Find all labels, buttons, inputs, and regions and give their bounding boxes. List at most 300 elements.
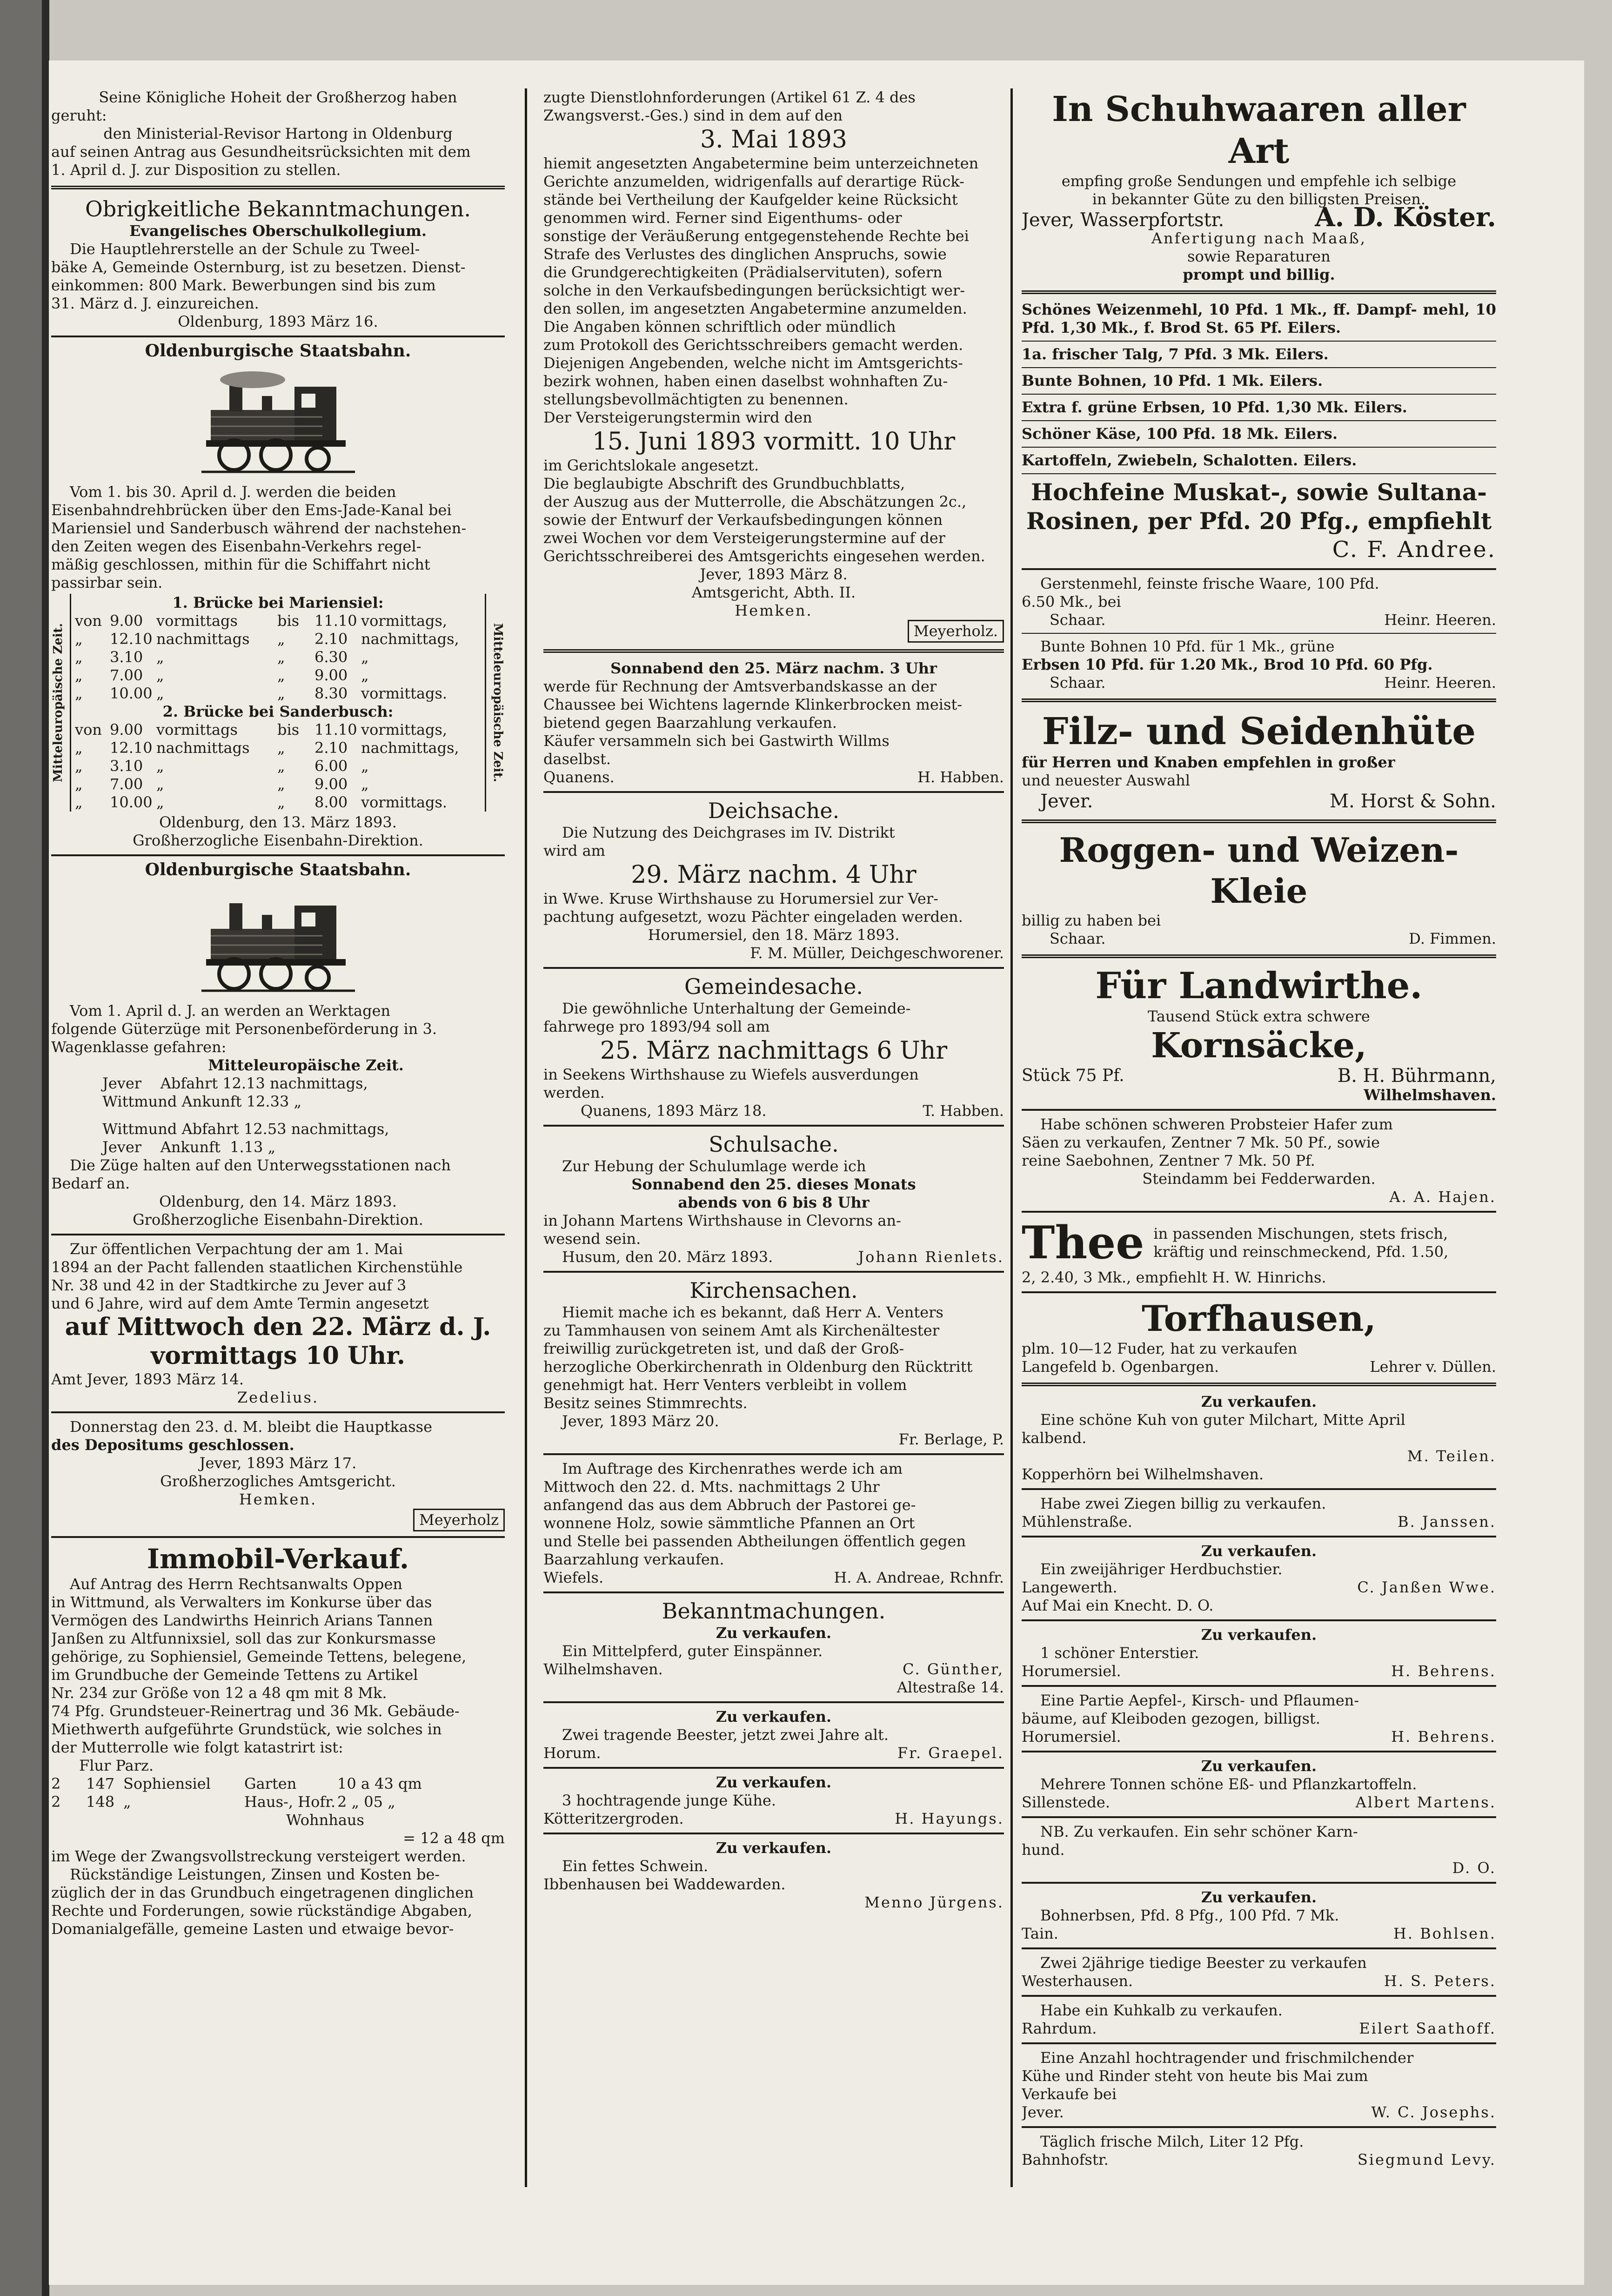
text-line: Miethwerth aufgeführte Grundstück, wie solches in (51, 1720, 442, 1738)
schedule-cell: 9.00 (314, 775, 348, 793)
schedule-cell: „ (156, 793, 164, 811)
table-total: = 12 a 48 qm (403, 1829, 505, 1847)
section-title: Kirchensachen. (689, 1278, 858, 1303)
text-block (543, 1303, 1004, 1412)
schedule-cell: 11.10 (314, 612, 357, 630)
divider (1022, 633, 1496, 634)
schedule-row (75, 612, 481, 630)
text-line: Hiemit mache ich es bekannt, daß Herr A. Venters (562, 1303, 943, 1321)
text-line: den Ministerial-Revisor Hartong in Oldenburg (103, 125, 453, 142)
text-line: werden. (543, 1084, 605, 1101)
schedule-cell: 2.10 (314, 739, 348, 757)
text-line: hiemit angesetzten Angabetermine beim unterzeichneten (543, 154, 979, 172)
schedule-table (70, 594, 486, 812)
eilers-ad: 1a. frischer Talg, 7 Pfd. 3 Mk. Eilers. (1022, 345, 1329, 363)
schedule-row (75, 666, 481, 685)
text-line: Eine Anzahl hochtragender und frischmilchender (1040, 2049, 1414, 2067)
side-label: Mitteleuropäische Zeit. (51, 623, 65, 782)
text-line: empfing große Sendungen und empfehle ich selbige (1061, 172, 1457, 190)
signature: W. C. Josephs. (1371, 2103, 1496, 2121)
section-title: Obrigkeitliche Bekanntmachungen. (85, 196, 471, 222)
divider (1022, 447, 1496, 448)
signature: B. H. Bührmann, (1337, 1065, 1496, 1087)
signature-row (1022, 790, 1496, 813)
schedule-row (75, 793, 481, 812)
text-line: Bohnerbsen, Pfd. 8 Pfg., 100 Pfd. 7 Mk. (1040, 1907, 1339, 1924)
meeting-time: abends von 6 bis 8 Uhr (678, 1194, 870, 1211)
classified-ad (1022, 1757, 1496, 1812)
schedule-cell: vormittags, (361, 612, 448, 630)
place: Kötteritzergroden. (543, 1810, 684, 1827)
schedule-cell: bis (277, 612, 300, 630)
text-line: der Mutterrolle wie folgt katastrirt ist: (51, 1739, 343, 1756)
text-line: in Wwe. Kruse Wirthshause zu Horumersiel zur Ver- (543, 890, 938, 907)
bridge-rows (75, 721, 481, 812)
divider (1022, 1882, 1496, 1884)
classified-ad (1022, 1954, 1496, 1990)
signature-row (1022, 2020, 1496, 2038)
signature-row (1022, 1513, 1496, 1531)
schedule-cell: „ (75, 630, 83, 648)
signature-row (1022, 1447, 1496, 1465)
text-line: Täglich frische Milch, Liter 12 Pfg. (1040, 2133, 1304, 2150)
place: Jever, Wasserpfortstr. (1022, 209, 1224, 231)
signature: H. Hayungs. (895, 1810, 1004, 1827)
schedule-cell: „ (156, 757, 164, 775)
text-line: Im Auftrage des Kirchenrathes werde ich am (562, 1460, 903, 1477)
text-line: Die Züge halten auf den Unterwegsstationen nach (70, 1156, 451, 1174)
text-line: Gerstenmehl, feinste frische Waare, 100 Pfd. (1040, 575, 1379, 592)
price: Stück 75 Pf. (1022, 1066, 1124, 1085)
classified-ad (1022, 1626, 1496, 1680)
text-line: genehmigt hat. Herr Venters verbleibt in vollem (543, 1376, 907, 1394)
schedule-cell: „ (156, 775, 164, 793)
schedule-cell: 6.00 (314, 757, 348, 775)
schedule-row (75, 721, 481, 739)
signature-row (1022, 1793, 1496, 1812)
text-line: auf seinen Antrag aus Gesundheitsrücksichten mit dem (51, 143, 471, 161)
schedule-cell: vormittags. (361, 793, 448, 811)
notice-signature: Amtsgericht, Abth. II. (691, 584, 856, 601)
place: Schaar. (1050, 674, 1106, 691)
place: Husum, den 20. März 1893. (562, 1248, 773, 1266)
schedule-cell: 8.00 (314, 793, 348, 811)
merchant-name: A. D. Köster. (1315, 202, 1496, 233)
divider (543, 1271, 1004, 1273)
schedule-cell: „ (361, 666, 369, 684)
text-line: im Grundbuche der Gemeinde Tettens zu Artikel (51, 1666, 418, 1684)
signature: Johann Rienlets. (858, 1248, 1004, 1266)
notice-date: Oldenburg, den 13. März 1893. (159, 813, 397, 831)
place: Jever. (1040, 791, 1093, 812)
schedule-row (75, 775, 481, 793)
ad-title: Für Landwirthe. (1095, 965, 1423, 1007)
divider (1022, 1109, 1496, 1111)
notice-signature: Großherzogliches Amtsgericht. (160, 1472, 396, 1490)
divider (1022, 2126, 1496, 2128)
classified-ad (543, 1708, 1004, 1762)
section-title: Deichsache. (708, 798, 840, 823)
notice-date: Jever, 1893 März 20. (562, 1412, 719, 1430)
text-line: wonnene Holz, sowie sämmtliche Pfannen an Ort (543, 1514, 915, 1532)
signature: T. Habben. (923, 1102, 1004, 1120)
notice-signature: Fr. Berlage, P. (898, 1430, 1004, 1448)
notice-signature: Hemken. (735, 602, 813, 619)
schedule-cell: 9.00 (314, 666, 348, 684)
column-1 (51, 88, 505, 2210)
table-cell: „ (123, 1793, 131, 1811)
text-line: in Seekens Wirthshause zu Wiefels ausverdungen (543, 1066, 919, 1083)
divider (543, 1701, 1004, 1703)
signature-row (1022, 1925, 1496, 1943)
schedule-cell: nachmittags (156, 630, 250, 648)
text-line: 1894 an der Pacht fallenden staatlichen Kirchenstühle (51, 1258, 463, 1276)
ad-signature-row (1022, 202, 1496, 233)
bridge-rows (75, 612, 481, 703)
notice-date: Oldenburg, den 14. März 1893. (159, 1193, 397, 1210)
place: Horum. (543, 1744, 601, 1762)
text-line: Wagenklasse gefahren: (51, 1038, 227, 1056)
table-cell: Sophiensiel (123, 1775, 211, 1792)
text-line: passirbar sein. (51, 574, 163, 591)
ad-headline: Rosinen, per Pfd. 20 Pfg., empfiehlt (1026, 507, 1492, 535)
text-line: bäume, auf Kleiboden gezogen, billigst. (1022, 1710, 1321, 1727)
bridge-title: 1. Brücke bei Mariensiel: (172, 594, 384, 611)
schedule-cell: „ (75, 775, 83, 793)
text-line: Nr. 234 zur Größe von 12 a 48 qm mit 8 Mk. (51, 1684, 387, 1702)
signature-row (543, 1744, 1004, 1762)
divider (51, 186, 505, 189)
divider (543, 791, 1004, 793)
divider (1022, 1211, 1496, 1213)
classified-ad (1022, 1823, 1496, 1877)
page-fold-shadow (42, 0, 49, 2296)
schedule-row (75, 757, 481, 775)
text-line: herzogliche Oberkirchenrath in Oldenburg den Rücktritt (543, 1358, 973, 1376)
column-rule-2 (1010, 88, 1013, 2187)
text-line: 31. März d. J. einzureichen. (51, 295, 259, 312)
schedule-cell: von (75, 612, 102, 630)
text-line: im Gerichtslokale angesetzt. (543, 457, 759, 474)
place: Wiefels. (543, 1569, 604, 1586)
signature-row (1022, 1859, 1496, 1877)
text-line: Ein zweijähriger Herdbuchstier. (1040, 1560, 1283, 1578)
ad-title: In Schuhwaaren aller Art (1052, 89, 1466, 171)
divider (51, 1536, 505, 1538)
royal-notice (51, 88, 505, 179)
signature-row (1022, 1728, 1496, 1746)
locomotive-illustration (201, 885, 355, 996)
divider (1022, 954, 1496, 958)
schedule-row (75, 685, 481, 703)
place: Horumersiel. (1022, 1728, 1121, 1745)
classified-ads (543, 1624, 1004, 1912)
classified-ad (1022, 2049, 1496, 2121)
text-line: daselbst. (543, 750, 611, 768)
signature: M. Horst & Sohn. (1330, 791, 1496, 812)
signature: A. A. Hajen. (1389, 1188, 1496, 1206)
divider (1022, 1685, 1496, 1687)
table-cell: Haus-, Hofr. (244, 1793, 336, 1811)
schedule-cell: bis (277, 721, 300, 738)
text-line: Mittwoch den 22. d. Mts. nachmittags 2 Uhr (543, 1478, 880, 1496)
schedule-cell: „ (75, 739, 83, 757)
ad-title: Filz- und Seidenhüte (1042, 709, 1476, 753)
table-header: Flur Parz. (79, 1757, 154, 1774)
text-line: in Wittmund, als Verwalters im Konkurse über das (51, 1593, 432, 1611)
ad-product: Kornsäcke, (1151, 1026, 1367, 1066)
auction-date: 25. März nachmittags 6 Uhr (600, 1037, 948, 1065)
text-line: Tausend Stück extra schwere (1148, 1007, 1370, 1025)
text-line: 1. April d. J. zur Disposition zu stellen. (51, 161, 341, 179)
schedule-cell: vormittags. (361, 685, 448, 702)
text-line: Zwangsverst.-Ges.) sind in dem auf den (543, 107, 843, 124)
divider (543, 1833, 1004, 1834)
text-line: fahrwege pro 1893/94 soll am (543, 1018, 770, 1035)
text-line: 74 Pfg. Grundsteuer-Reinertrag und 36 Mk. Gebäude- (51, 1702, 460, 1720)
signature: Heinr. Heeren. (1384, 611, 1496, 629)
eilers-ad: Extra f. grüne Erbsen, 10 Pfd. 1,30 Mk. Eilers. (1022, 398, 1407, 416)
text-line: Zur Hebung der Schulumlage werde ich (562, 1157, 866, 1175)
column-rule-1 (525, 88, 527, 2187)
text-line: genommen wird. Ferner sind Eigenthums- oder (543, 209, 902, 227)
text-line: 2, 2.40, 3 Mk., empfiehlt H. W. Hinrichs. (1022, 1269, 1326, 1286)
signature: Albert Martens. (1355, 1793, 1496, 1811)
divider (1022, 1291, 1496, 1293)
notice-title: Sonnabend den 25. März nachm. 3 Uhr (610, 659, 937, 677)
schedule-cell: „ (277, 666, 285, 684)
classified-ads (1022, 1393, 1496, 2169)
time-label: Mitteleuropäische Zeit. (208, 1056, 404, 1074)
train-line: Wittmund Abfahrt 12.53 nachmittags, (102, 1120, 389, 1138)
schedule-cell: „ (156, 648, 164, 666)
notice-signature: Hemken. (239, 1490, 317, 1508)
classified-ad (1022, 1692, 1496, 1746)
signature-row (1022, 1662, 1496, 1680)
text-line: Seine Königliche Hoheit der Großherzog haben (99, 88, 457, 106)
text-line: Zwei tragende Beester, jetzt zwei Jahre alt. (562, 1726, 889, 1744)
signature: H. Bohlsen. (1393, 1925, 1496, 1942)
eilers-ad: Kartoffeln, Zwiebeln, Schalotten. Eilers. (1022, 451, 1357, 469)
address: Altestraße 14. (896, 1678, 1004, 1696)
train-line: Jever Ankunft 1.13 „ (102, 1138, 276, 1156)
notice-date: Jever, 1893 März 8. (700, 565, 848, 583)
text-line: Zwei 2jährige tiedige Beester zu verkaufen (1040, 1954, 1367, 1972)
signature-row (1022, 674, 1496, 692)
schedule-cell: 9.00 (110, 721, 143, 738)
text-block (543, 678, 1004, 768)
text-line: Chaussee bei Wichtens lagernde Klinkerbrocken meist- (543, 696, 963, 713)
text-line: Auf Mai ein Knecht. D. O. (1022, 1597, 1214, 1614)
divider (543, 1767, 1004, 1769)
text-line: sowie der Entwurf der Verkaufsbedingungen können (543, 511, 943, 529)
text-line: zugte Dienstlohnforderungen (Artikel 61 Z. 4 des (543, 88, 916, 106)
text-line: Kopperhörn bei Wilhelmshaven. (1022, 1465, 1264, 1483)
classified-ad (1022, 1495, 1496, 1531)
signature-row (1022, 930, 1496, 948)
text-line: Die Angaben können schriftlich oder mündlich (543, 318, 896, 336)
text-line: sowie Reparaturen (1187, 248, 1331, 265)
divider (1022, 1536, 1496, 1537)
divider (1022, 1383, 1496, 1386)
text-line: Ibbenhausen bei Waddewarden. (543, 1875, 786, 1893)
text-line: die Grundgerechtigkeiten (Prädialservituten), sofern (543, 263, 943, 281)
schedule-cell: „ (75, 793, 83, 811)
text-line: bietend gegen Baarzahlung verkaufen. (543, 714, 837, 732)
text-line: folgende Güterzüge mit Personenbeförderung in 3. (51, 1020, 437, 1038)
ad-title: Thee (1022, 1216, 1144, 1269)
text-line: Rechte und Forderungen, sowie rückständige Abgaben, (51, 1902, 473, 1920)
place: Quanens. (543, 768, 615, 786)
schedule-cell: „ (75, 666, 83, 684)
signature-row (1022, 1358, 1496, 1376)
divider (543, 1125, 1004, 1127)
text-line: Die Hauptlehrerstelle an der Schule zu Tweel- (70, 240, 420, 258)
notice-date: Jever, 1893 März 17. (199, 1454, 357, 1472)
text-line: anfangend das aus dem Abbruch der Pastorei ge- (543, 1496, 916, 1514)
bridge-title: 2. Brücke bei Sanderbusch: (162, 703, 394, 720)
text-line: des Depositums geschlossen. (51, 1436, 294, 1454)
divider (1022, 1816, 1496, 1818)
text-line: Die Nutzung des Deichgrases im IV. Distrikt (562, 824, 895, 841)
section-title: Gemeindesache. (684, 974, 863, 999)
schedule-cell: „ (75, 757, 83, 775)
text-line: Bunte Bohnen 10 Pfd. für 1 Mk., grüne (1040, 638, 1335, 655)
text-line: Diejenigen Angebenden, welche nicht im Amtsgerichts- (543, 354, 963, 372)
eilers-ad: Schöner Käse, 100 Pfd. 18 Mk. Eilers. (1022, 425, 1338, 443)
ad-heading: Zu verkaufen. (716, 1624, 832, 1642)
text-line: den Zeiten wegen des Eisenbahn-Verkehrs regel- (51, 537, 421, 555)
text-line: Janßen zu Altfunnixsiel, soll das zur Konkursmasse (51, 1630, 436, 1647)
schedule-cell: „ (277, 757, 285, 775)
schedule-cell: nachmittags (156, 739, 250, 757)
locomotive-illustration (201, 366, 355, 477)
notice-date: Amt Jever, 1893 März 14. (51, 1370, 244, 1388)
schedule-cell: „ (75, 685, 83, 702)
column-3 (1022, 88, 1496, 2210)
text-line: mäßig geschlossen, mithin für die Schiffahrt nicht (51, 556, 430, 573)
divider (1022, 394, 1496, 395)
place: Langefeld b. Ogenbargen. (1022, 1358, 1219, 1376)
signature: C. Janßen Wwe. (1357, 1578, 1496, 1596)
notice-title: Oldenburgische Staatsbahn. (145, 341, 411, 361)
text-line: 6.50 Mk., bei (1022, 593, 1121, 611)
text-line: Kühe und Rinder steht von heute bis Mai zum (1022, 2067, 1368, 2085)
place: Schaar. (1050, 930, 1106, 947)
divider (543, 1591, 1004, 1593)
signature-row (543, 1248, 1004, 1266)
divider (51, 1411, 505, 1413)
place: Tain. (1022, 1925, 1058, 1942)
table-cell: 2 (51, 1775, 61, 1792)
text-block (543, 154, 1004, 427)
text-line: zum Protokoll des Gerichtsschreibers gemacht werden. (543, 336, 963, 354)
ad-heading: Zu verkaufen. (716, 1708, 832, 1725)
classified-ad (543, 1773, 1004, 1828)
divider (51, 854, 505, 856)
divider (543, 967, 1004, 969)
schedule-cell: „ (361, 775, 369, 793)
text-line: billig zu haben bei (1022, 912, 1161, 929)
text-line: stellungsbevollmächtigten zu benennen. (543, 390, 849, 408)
signature: D. O. (1452, 1859, 1496, 1877)
signature: Menno Jürgens. (864, 1893, 1004, 1911)
schedule-cell: 2.10 (314, 630, 348, 648)
text-line: im Wege der Zwangsvollstreckung versteigert werden. (51, 1847, 466, 1865)
text-line: Habe schönen schweren Probsteier Hafer zum (1040, 1115, 1393, 1133)
schedule-cell: 9.00 (110, 612, 143, 630)
divider (543, 649, 1004, 653)
table-cell: 2 (51, 1793, 61, 1811)
text-line: 3 hochtragende junge Kühe. (562, 1792, 776, 1809)
divider (1022, 568, 1496, 570)
text-line: Steindamm bei Fedderwarden. (1142, 1170, 1376, 1188)
section-title: Bekanntmachungen. (662, 1598, 886, 1624)
clerk-name: Meyerholz (413, 1509, 505, 1531)
schedule-cell: 3.10 (110, 757, 143, 775)
text-line: in bekannter Güte zu den billigsten Preisen. (1092, 190, 1426, 208)
text-block (543, 457, 1004, 565)
text-line: Besitz seines Stimmrechts. (543, 1394, 748, 1412)
text-line: kräftig und reinschmeckend, Pfd. 1.50, (1153, 1243, 1449, 1261)
text-line: Habe zwei Ziegen billig zu verkaufen. (1040, 1495, 1326, 1512)
text-line: pachtung aufgesetzt, wozu Pächter eingeladen werden. (543, 908, 963, 926)
schedule-cell: 8.30 (314, 685, 348, 702)
signature: Lehrer v. Düllen. (1370, 1358, 1496, 1376)
text-line: Der Versteigerungstermin wird den (543, 409, 812, 426)
table-cell: Garten (244, 1775, 297, 1792)
text-line: geruht: (51, 107, 107, 124)
divider (1022, 1751, 1496, 1752)
auction-date: auf Mittwoch den 22. März d. J. (65, 1313, 491, 1341)
divider (1022, 2042, 1496, 2044)
text-line: Habe ein Kuhkalb zu verkaufen. (1040, 2001, 1283, 2019)
text-line: Auf Antrag des Herrn Rechtsanwalts Oppen (70, 1575, 403, 1593)
signature: H. S. Peters. (1384, 1972, 1496, 1990)
auction-time: vormittags 10 Uhr. (151, 1342, 405, 1370)
text-line: Baarzahlung verkaufen. (543, 1551, 724, 1568)
text-line: züglich der in das Grundbuch eingetragenen dinglichen (51, 1884, 474, 1901)
text-line: NB. Zu verkaufen. Ein sehr schöner Karn- (1040, 1823, 1358, 1840)
notice-date: Oldenburg, 1893 März 16. (178, 313, 378, 330)
ad-heading: Zu verkaufen. (1201, 1542, 1317, 1560)
train-line: Wittmund Ankunft 12.33 „ (102, 1093, 302, 1110)
text-line: Vom 1. April d. J. an werden an Werktagen (70, 1002, 391, 1020)
schedule-cell: nachmittags, (361, 739, 459, 757)
schedule-cell: nachmittags, (361, 630, 459, 648)
ad-heading: Zu verkaufen. (1201, 1393, 1317, 1410)
place: Wilhelmshaven. (543, 1660, 663, 1678)
text-line: zu Tammhausen von seinem Amt als Kirchenältester (543, 1322, 940, 1339)
schedule-cell: 7.00 (110, 775, 143, 793)
ad-title: Torfhausen, (1142, 1298, 1376, 1339)
place: Quanens, 1893 März 18. (581, 1102, 767, 1120)
schedule-cell: vormittags, (361, 721, 448, 738)
text-line: stände bei Vertheilung der Kaufgelder keine Rücksicht (543, 191, 958, 208)
text-line: der Auszug aus der Mutterrolle, die Abschätzungen 2c., (543, 493, 967, 510)
text-line: und 6 Jahre, wird auf dem Amte Termin angesetzt (51, 1295, 429, 1312)
divider (1022, 819, 1496, 823)
text-line: Bedarf an. (51, 1175, 130, 1192)
ad-heading: Zu verkaufen. (1201, 1888, 1317, 1906)
divider (1022, 1488, 1496, 1490)
text-line: Ein fettes Schwein. (562, 1857, 709, 1875)
signature: Heinr. Heeren. (1384, 674, 1496, 691)
text-line: kalbend. (1022, 1429, 1087, 1447)
text-line: Eisenbahndrehbrücken über den Ems-Jade-Kanal bei (51, 501, 452, 519)
text-line: Gerichte anzumelden, widrigenfalls auf derartige Rück- (543, 173, 964, 190)
signature: D. Fimmen. (1409, 930, 1496, 947)
